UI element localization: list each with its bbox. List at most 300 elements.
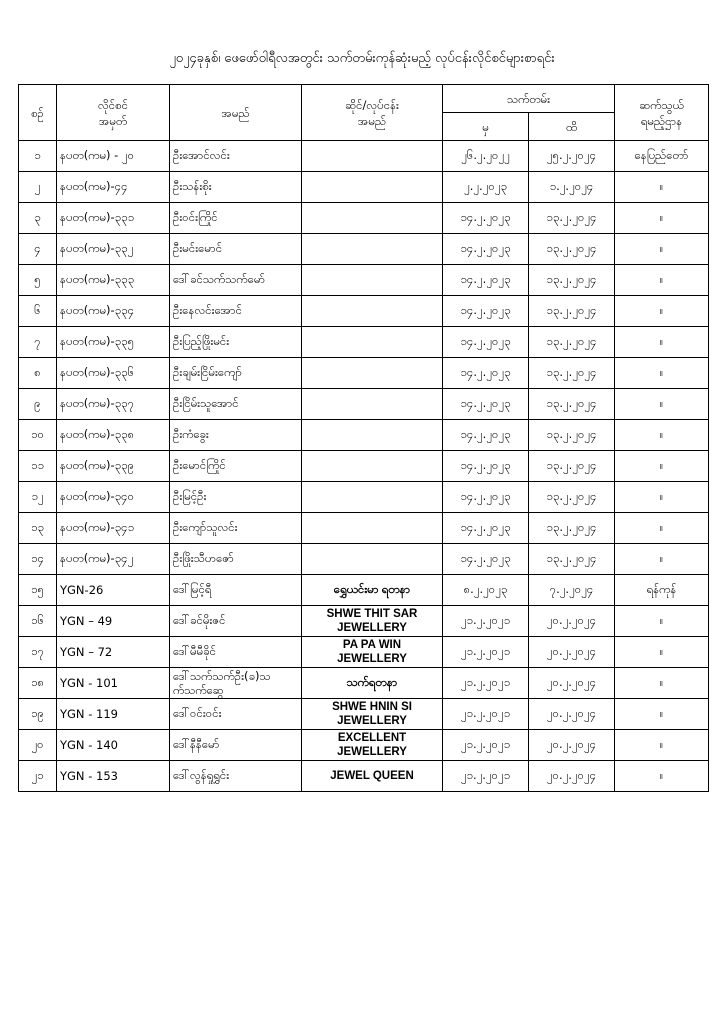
row-number: ၃	[34, 209, 41, 224]
cell-contact	[615, 420, 709, 451]
cell-shop	[302, 172, 443, 203]
cell-name	[170, 358, 302, 389]
date-from: ၁၄.၂.၂၀၂၃	[460, 302, 511, 317]
cell-to	[529, 296, 615, 327]
date-from: ၂၁.၂.၂၀၂၁	[460, 767, 511, 782]
shop-line2: JEWELLERY	[337, 653, 407, 665]
header-contact	[615, 85, 709, 141]
name-text: ဦးကံခွေး	[173, 426, 209, 441]
contact-dept: ။	[659, 302, 664, 317]
date-from: ၁၄.၂.၂၀၂၃	[460, 395, 511, 410]
cell-license	[57, 234, 170, 265]
date-from: ၂၁.၂.၂၀၂၁	[460, 705, 511, 720]
contact-dept: ။	[659, 736, 664, 751]
contact-dept: ။	[659, 674, 664, 689]
date-from: ၁၄.၂.၂၀၂၃	[460, 457, 511, 472]
header-name: အမည်	[170, 85, 302, 141]
cell-from	[443, 668, 529, 699]
cell-no	[19, 141, 57, 172]
cell-name	[170, 203, 302, 234]
name-text: ဦးပြည့်ဖြိုးမင်း	[173, 333, 230, 348]
license-number: နပတ(ကမ)-၃၃၃	[60, 271, 135, 286]
cell-name	[170, 637, 302, 668]
row-number: ၄	[34, 240, 41, 255]
header-shop	[302, 85, 443, 141]
cell-shop	[302, 203, 443, 234]
cell-no	[19, 265, 57, 296]
date-to: ၂၀.၂.၂၀၂၄	[546, 767, 597, 782]
contact-dept: ။	[659, 767, 664, 782]
shop-line2: JEWELLERY	[337, 622, 407, 634]
date-to: ၁၃.၂.၂၀၂၄	[546, 550, 597, 565]
contact-dept: ။	[659, 271, 664, 286]
cell-shop	[302, 544, 443, 575]
row-number: ၁၅	[31, 581, 44, 596]
cell-contact	[615, 296, 709, 327]
cell-no	[19, 451, 57, 482]
contact-dept: ။	[659, 364, 664, 379]
table-row	[19, 482, 709, 513]
cell-contact	[615, 203, 709, 234]
cell-no	[19, 482, 57, 513]
name-text: ဦးမောင်ကြိုင်	[173, 457, 226, 472]
cell-name	[170, 668, 302, 699]
cell-shop	[302, 761, 443, 792]
name-text: ဒေါ်ခင်သက်သက်မော်	[173, 271, 266, 286]
cell-shop	[302, 389, 443, 420]
row-number: ၁	[34, 147, 41, 162]
cell-contact	[615, 358, 709, 389]
cell-no	[19, 637, 57, 668]
cell-license	[57, 513, 170, 544]
cell-contact	[615, 265, 709, 296]
cell-from	[443, 172, 529, 203]
date-from: ၂၁.၂.၂၀၂၁	[460, 674, 511, 689]
header-contact-line1: ဆက်သွယ်	[639, 97, 684, 112]
cell-from	[443, 730, 529, 761]
row-number: ၈	[34, 364, 41, 379]
cell-name	[170, 482, 302, 513]
header-from: မှ	[443, 113, 529, 141]
header-license-line1: လိုင်စင်	[97, 97, 128, 112]
cell-shop	[302, 730, 443, 761]
cell-license	[57, 575, 170, 606]
date-to: ၁၃.၂.၂၀၂၄	[546, 395, 597, 410]
cell-to	[529, 544, 615, 575]
cell-contact	[615, 761, 709, 792]
license-number: နပတ(ကမ)-၃၃၉	[60, 457, 135, 472]
row-number: ၅	[34, 271, 41, 286]
cell-name	[170, 761, 302, 792]
license-number: YGN - 119	[60, 707, 118, 721]
cell-contact	[615, 482, 709, 513]
table-row	[19, 327, 709, 358]
date-to: ၂၀.၂.၂၀၂၄	[546, 612, 597, 627]
cell-from	[443, 513, 529, 544]
cell-name	[170, 606, 302, 637]
cell-from	[443, 203, 529, 234]
cell-to	[529, 234, 615, 265]
cell-no	[19, 606, 57, 637]
row-number: ၁၂	[31, 488, 44, 503]
cell-no	[19, 234, 57, 265]
cell-shop	[302, 234, 443, 265]
table-row	[19, 668, 709, 699]
table-row	[19, 296, 709, 327]
row-number: ၁၇	[31, 643, 44, 658]
cell-name	[170, 420, 302, 451]
cell-from	[443, 451, 529, 482]
license-number: YGN – 72	[60, 645, 113, 659]
cell-license	[57, 544, 170, 575]
cell-to	[529, 389, 615, 420]
cell-to	[529, 358, 615, 389]
contact-dept: ရန်ကုန်	[646, 581, 677, 596]
row-number: ၆	[34, 302, 41, 317]
cell-no	[19, 389, 57, 420]
name-text: ဒေါ်မြင့်ရီ	[173, 581, 212, 596]
cell-name	[170, 699, 302, 730]
date-from: ၂.၂.၂၀၂၃	[464, 178, 507, 193]
cell-to	[529, 420, 615, 451]
cell-shop	[302, 141, 443, 172]
table-row	[19, 575, 709, 606]
cell-name	[170, 141, 302, 172]
cell-name	[170, 513, 302, 544]
cell-name	[170, 265, 302, 296]
license-number: နပတ(ကမ)-၃၄၂	[60, 550, 134, 565]
cell-from	[443, 544, 529, 575]
cell-license	[57, 172, 170, 203]
table-row	[19, 606, 709, 637]
cell-contact	[615, 234, 709, 265]
cell-contact	[615, 637, 709, 668]
row-number: ၁၆	[31, 612, 44, 627]
cell-no	[19, 668, 57, 699]
license-number: နပတ(ကမ)-၃၃၆	[60, 364, 135, 379]
contact-dept: ။	[659, 488, 664, 503]
cell-contact	[615, 327, 709, 358]
date-to: ၂၀.၂.၂၀၂၄	[546, 643, 597, 658]
cell-license	[57, 203, 170, 234]
row-number: ၂၀	[31, 736, 44, 751]
cell-to	[529, 141, 615, 172]
cell-shop	[302, 296, 443, 327]
cell-from	[443, 575, 529, 606]
cell-from	[443, 699, 529, 730]
cell-license	[57, 606, 170, 637]
date-to: ၁.၂.၂၀၂၄	[549, 178, 594, 193]
cell-shop	[302, 265, 443, 296]
row-number: ၁၁	[31, 457, 44, 472]
cell-contact	[615, 606, 709, 637]
date-to: ၁၃.၂.၂၀၂၄	[546, 364, 597, 379]
name-line1: ဒေါ်သက်သက်ဦး(ခ)သ	[173, 669, 271, 683]
shop-line1: SHWE THIT SAR	[326, 608, 418, 620]
license-number: နပတ(ကမ)-၃၄၀	[60, 488, 135, 503]
cell-no	[19, 513, 57, 544]
table-row	[19, 172, 709, 203]
license-number: YGN - 153	[60, 769, 118, 783]
row-number: ၉	[34, 395, 41, 410]
cell-no	[19, 203, 57, 234]
table-row	[19, 451, 709, 482]
date-from: ၁၄.၂.၂၀၂၃	[460, 333, 511, 348]
cell-shop	[302, 482, 443, 513]
contact-dept: ။	[659, 519, 664, 534]
date-to: ၁၃.၂.၂၀၂၄	[546, 240, 597, 255]
cell-from	[443, 606, 529, 637]
table-row	[19, 265, 709, 296]
table-row	[19, 141, 709, 172]
cell-shop	[302, 327, 443, 358]
contact-dept: ။	[659, 705, 664, 720]
cell-to	[529, 606, 615, 637]
header-license-line2: အမှတ်	[98, 113, 128, 128]
header-to: ထိ	[529, 113, 615, 141]
cell-no	[19, 699, 57, 730]
date-from: ၁၄.၂.၂၀၂၃	[460, 240, 511, 255]
row-number: ၁၃	[31, 519, 44, 534]
contact-dept: ။	[659, 550, 664, 565]
contact-dept: ။	[659, 457, 664, 472]
cell-shop	[302, 420, 443, 451]
cell-shop	[302, 451, 443, 482]
header-license	[57, 85, 170, 141]
table-row	[19, 234, 709, 265]
shop-text: JEWEL QUEEN	[330, 770, 414, 782]
document-title: ၂၀၂၄ခုနှစ်၊ ဖေဖော်ဝါရီလအတွင်း သက်တမ်းကုန်ဆုံးမည့် လုပ်ငန်းလိုင်စင်များစာရင်း	[169, 51, 555, 66]
license-number: နပတ(ကမ)-၃၃၇	[60, 395, 135, 410]
cell-shop	[302, 637, 443, 668]
cell-license	[57, 265, 170, 296]
name-line2: က်သက်ဆွေ	[173, 683, 224, 697]
date-to: ၂၀.၂.၂၀၂၄	[546, 705, 597, 720]
contact-dept: ။	[659, 240, 664, 255]
cell-no	[19, 358, 57, 389]
cell-to	[529, 203, 615, 234]
license-number: နပတ(ကမ)-၃၄၁	[60, 519, 135, 534]
license-number: နပတ(ကမ)-၄၄	[60, 178, 128, 193]
cell-no	[19, 730, 57, 761]
contact-dept: ။	[659, 612, 664, 627]
cell-to	[529, 637, 615, 668]
name-text: ဦးသန်းစိုး	[173, 178, 212, 193]
cell-to	[529, 575, 615, 606]
date-from: ၂၁.၂.၂၀၂၁	[460, 643, 511, 658]
cell-name	[170, 172, 302, 203]
shop-line1: SHWE HNIN SI	[332, 701, 412, 713]
name-text: ဒေါ်လွန်ရှုရွှင်း	[173, 767, 230, 782]
cell-license	[57, 141, 170, 172]
cell-license	[57, 637, 170, 668]
date-from: ၁၄.၂.၂၀၂၃	[460, 209, 511, 224]
cell-shop	[302, 699, 443, 730]
row-number: ၁၉	[31, 705, 44, 720]
cell-to	[529, 699, 615, 730]
name-text: ဦးနေလင်းအောင်	[173, 302, 243, 317]
cell-license	[57, 296, 170, 327]
cell-contact	[615, 699, 709, 730]
name-text: ဦးကျော်သူလင်း	[173, 519, 238, 534]
cell-license	[57, 420, 170, 451]
cell-no	[19, 327, 57, 358]
cell-from	[443, 327, 529, 358]
cell-to	[529, 327, 615, 358]
cell-name	[170, 296, 302, 327]
table-row	[19, 420, 709, 451]
cell-license	[57, 327, 170, 358]
cell-from	[443, 296, 529, 327]
cell-contact	[615, 513, 709, 544]
shop-line2: JEWELLERY	[337, 715, 407, 727]
table-row	[19, 761, 709, 792]
name-text: ဦးဖြိုးသီဟဇော်	[173, 550, 234, 565]
table-row	[19, 389, 709, 420]
date-from: ၁၄.၂.၂၀၂၃	[460, 519, 511, 534]
table-row	[19, 203, 709, 234]
name-text: ဦးအောင်လင်း	[173, 147, 230, 162]
cell-license	[57, 668, 170, 699]
date-to: ၁၃.၂.၂၀၂၄	[546, 488, 597, 503]
cell-shop	[302, 606, 443, 637]
name-text: ဦးငြိမ်းသူအောင်	[173, 395, 239, 410]
table-row	[19, 513, 709, 544]
row-number: ၁၈	[30, 674, 45, 689]
cell-no	[19, 420, 57, 451]
cell-license	[57, 482, 170, 513]
date-to: ၂၀.၂.၂၀၂၄	[546, 736, 597, 751]
license-number: နပတ(ကမ)-၃၃၁	[60, 209, 135, 224]
license-number: YGN - 140	[60, 738, 118, 752]
name-text: ဦးမင်းမောင်	[173, 240, 223, 255]
cell-name	[170, 389, 302, 420]
cell-shop	[302, 513, 443, 544]
cell-contact	[615, 451, 709, 482]
cell-no	[19, 172, 57, 203]
cell-name	[170, 544, 302, 575]
shop-text: သက်ရတနာ	[346, 676, 398, 689]
cell-from	[443, 761, 529, 792]
cell-from	[443, 389, 529, 420]
cell-contact	[615, 668, 709, 699]
contact-dept: ။	[659, 426, 664, 441]
date-from: ၁၄.၂.၂၀၂၃	[460, 364, 511, 379]
contact-dept: ။	[659, 643, 664, 658]
header-validity: သက်တမ်း	[443, 85, 615, 113]
cell-contact	[615, 172, 709, 203]
date-to: ၁၃.၂.၂၀၂၄	[546, 519, 597, 534]
cell-shop	[302, 358, 443, 389]
cell-name	[170, 451, 302, 482]
cell-license	[57, 730, 170, 761]
contact-dept: ။	[659, 178, 664, 193]
license-table	[18, 84, 709, 792]
row-number: ၇	[34, 333, 41, 348]
header-contact-line2: ရမည့်ဌာန	[640, 113, 683, 128]
table-row	[19, 637, 709, 668]
date-to: ၁၃.၂.၂၀၂၄	[546, 209, 597, 224]
cell-shop	[302, 668, 443, 699]
contact-dept: နေပြည်တော်	[634, 147, 689, 162]
name-text: ဒေါ်နီနီမော်	[173, 736, 220, 751]
date-to: ၁၃.၂.၂၀၂၄	[546, 426, 597, 441]
contact-dept: ။	[659, 395, 664, 410]
cell-no	[19, 575, 57, 606]
cell-from	[443, 265, 529, 296]
date-to: ၂၅.၂.၂၀၂၄	[546, 147, 597, 162]
cell-license	[57, 761, 170, 792]
date-from: ၁၄.၂.၂၀၂၃	[460, 550, 511, 565]
cell-from	[443, 358, 529, 389]
cell-name	[170, 575, 302, 606]
date-from: ၈.၂.၂၀၂၃	[463, 581, 508, 596]
table-row	[19, 358, 709, 389]
cell-to	[529, 761, 615, 792]
cell-to	[529, 172, 615, 203]
date-to: ၇.၂.၂၀၂၄	[549, 581, 594, 596]
cell-shop	[302, 575, 443, 606]
date-from: ၁၄.၂.၂၀၂၃	[460, 488, 511, 503]
contact-dept: ။	[659, 209, 664, 224]
cell-license	[57, 389, 170, 420]
license-number: နပတ(ကမ) - ၂၀	[60, 147, 135, 162]
cell-from	[443, 637, 529, 668]
date-from: ၂၁.၂.၂၀၂၁	[460, 736, 511, 751]
name-text: ဒေါ်ဝင်းဝင်း	[173, 705, 222, 720]
table-row	[19, 730, 709, 761]
cell-to	[529, 513, 615, 544]
name-text: ဒေါ်မီမီခိုင်	[173, 643, 216, 658]
license-number: နပတ(ကမ)-၃၃၅	[60, 333, 135, 348]
cell-license	[57, 358, 170, 389]
cell-name	[170, 327, 302, 358]
table-row	[19, 544, 709, 575]
date-to: ၁၃.၂.၂၀၂၄	[546, 271, 597, 286]
license-number: YGN-26	[60, 583, 104, 597]
cell-from	[443, 141, 529, 172]
cell-contact	[615, 730, 709, 761]
header-shop-line1: ဆိုင်/လုပ်ငန်း	[345, 97, 399, 112]
date-from: ၂၁.၂.၂၀၂၁	[460, 612, 511, 627]
cell-name	[170, 730, 302, 761]
cell-no	[19, 296, 57, 327]
row-number: ၁၀	[31, 426, 44, 441]
name-text: ဦးဝင်းကြိုင်	[173, 209, 218, 224]
cell-license	[57, 451, 170, 482]
cell-no	[19, 544, 57, 575]
cell-contact	[615, 575, 709, 606]
header-shop-line2: အမည်	[357, 113, 387, 128]
cell-to	[529, 668, 615, 699]
cell-license	[57, 699, 170, 730]
row-number: ၂	[34, 178, 41, 193]
cell-to	[529, 451, 615, 482]
cell-contact	[615, 544, 709, 575]
date-to: ၁၃.၂.၂၀၂၄	[546, 457, 597, 472]
cell-to	[529, 730, 615, 761]
cell-from	[443, 234, 529, 265]
row-number: ၁၄	[31, 550, 44, 565]
license-number: နပတ(ကမ)-၃၃၂	[60, 240, 134, 255]
name-text: ဦးချမ်းငြိမ်းကျော်	[173, 364, 242, 379]
shop-line1: PA PA WIN	[342, 639, 402, 651]
date-to: ၁၃.၂.၂၀၂၄	[546, 333, 597, 348]
cell-from	[443, 420, 529, 451]
name-text: ဦးမြင့်ဦး	[173, 488, 207, 503]
cell-contact	[615, 141, 709, 172]
license-number: နပတ(ကမ)-၃၃၄	[60, 302, 135, 317]
